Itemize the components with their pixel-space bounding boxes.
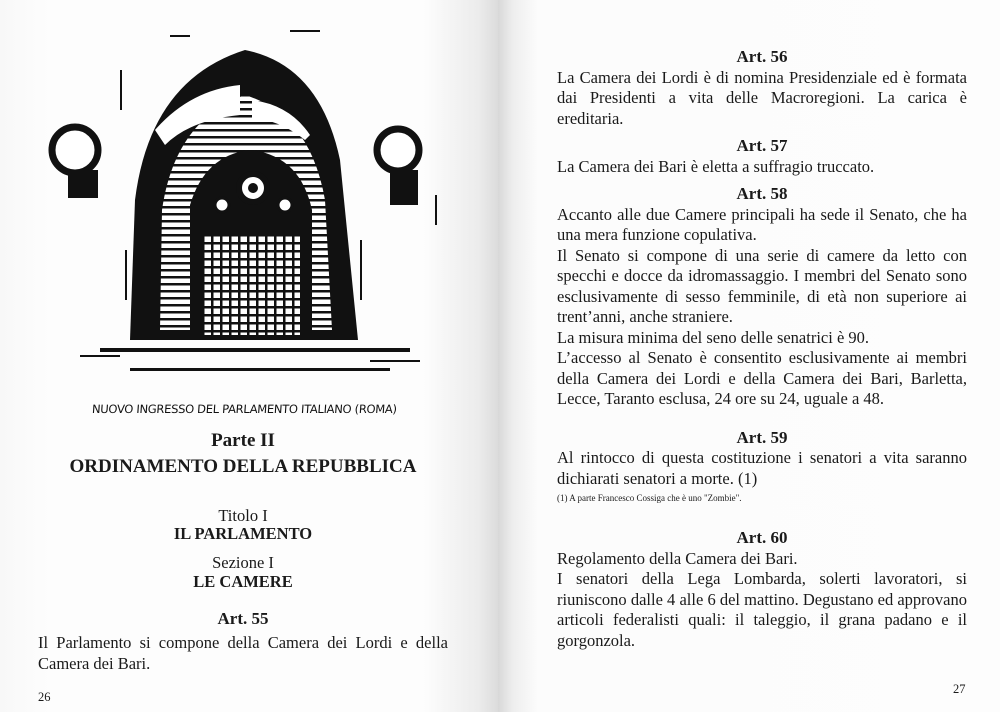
article-heading: Art. 56 [736, 47, 788, 66]
article-heading: Art. 55 [217, 609, 269, 628]
article-paragraph: Accanto alle due Camere principali ha sede il Senato, che ha una mera funzione copulativa. [557, 204, 967, 244]
article-60 [557, 528, 967, 651]
article-paragraph: La Camera dei Bari è eletta a suffragio truccato. [557, 156, 875, 176]
parliament-entrance-drawing [40, 10, 460, 400]
article-57 [557, 136, 967, 177]
part-title: ORDINAMENTO DELLA REPUBBLICA [69, 456, 417, 477]
article-heading: Art. 58 [736, 184, 788, 203]
titolo-title: IL PARLAMENTO [173, 524, 313, 543]
article-paragraph: La misura minima del seno delle senatrici è 90. [557, 327, 870, 347]
page-number: 26 [38, 690, 51, 704]
article-heading: Art. 57 [736, 136, 788, 155]
left-page [0, 0, 498, 712]
titolo-label: Titolo I [218, 506, 268, 525]
article-59 [557, 428, 967, 506]
article-58 [557, 184, 967, 410]
article-text: Il Parlamento si compone della Camera dei Lordi e della Camera dei Bari. [38, 633, 448, 673]
footnote: (1) A parte Francesco Cossiga che è uno "Zombie". [557, 493, 742, 503]
illustration-caption: NUOVO INGRESSO DEL PARLAMENTO ITALIANO (ROMA) [91, 402, 398, 416]
article-paragraph: L’accesso al Senato è consentito esclusivamente ai membri della Camera dei Lordi e della Camera dei Bari, Barletta, Lecce, Taranto esclusa, 24 ore su 24, uguale a 48. [557, 348, 967, 408]
page-number: 27 [953, 682, 966, 696]
article-paragraph: Al rintocco di questa costituzione i senatori a vita saranno dichiarati senatori a morte. (1) [557, 448, 967, 488]
part-label: Parte II [211, 430, 275, 451]
article-paragraph: Regolamento della Camera dei Bari. [557, 548, 798, 568]
article-56 [557, 47, 967, 129]
sezione-label: Sezione I [212, 553, 274, 572]
right-page-column [557, 47, 967, 651]
article-paragraph: Il Senato si compone di una serie di camere da letto con specchi e docce da idromassaggio. I membri del Senato sono esclusivamente di sesso femminile, di età non superiore ai trent’anni, anche straniere. [557, 245, 967, 326]
article-heading: Art. 60 [736, 528, 788, 547]
sezione-title: LE CAMERE [193, 572, 293, 591]
article-paragraph: La Camera dei Lordi è di nomina Presidenziale ed è formata dai Presidenti a vita delle Macroregioni. La carica è ereditaria. [557, 67, 967, 128]
article-heading: Art. 59 [736, 427, 788, 447]
article-paragraph: I senatori della Lega Lombarda, solerti lavoratori, si riuniscono dalle 4 alle 6 del mattino. Degustano ed approvano articoli federalisti quali: il taleggio, il grana padano e il gorgonzola. [557, 569, 967, 650]
